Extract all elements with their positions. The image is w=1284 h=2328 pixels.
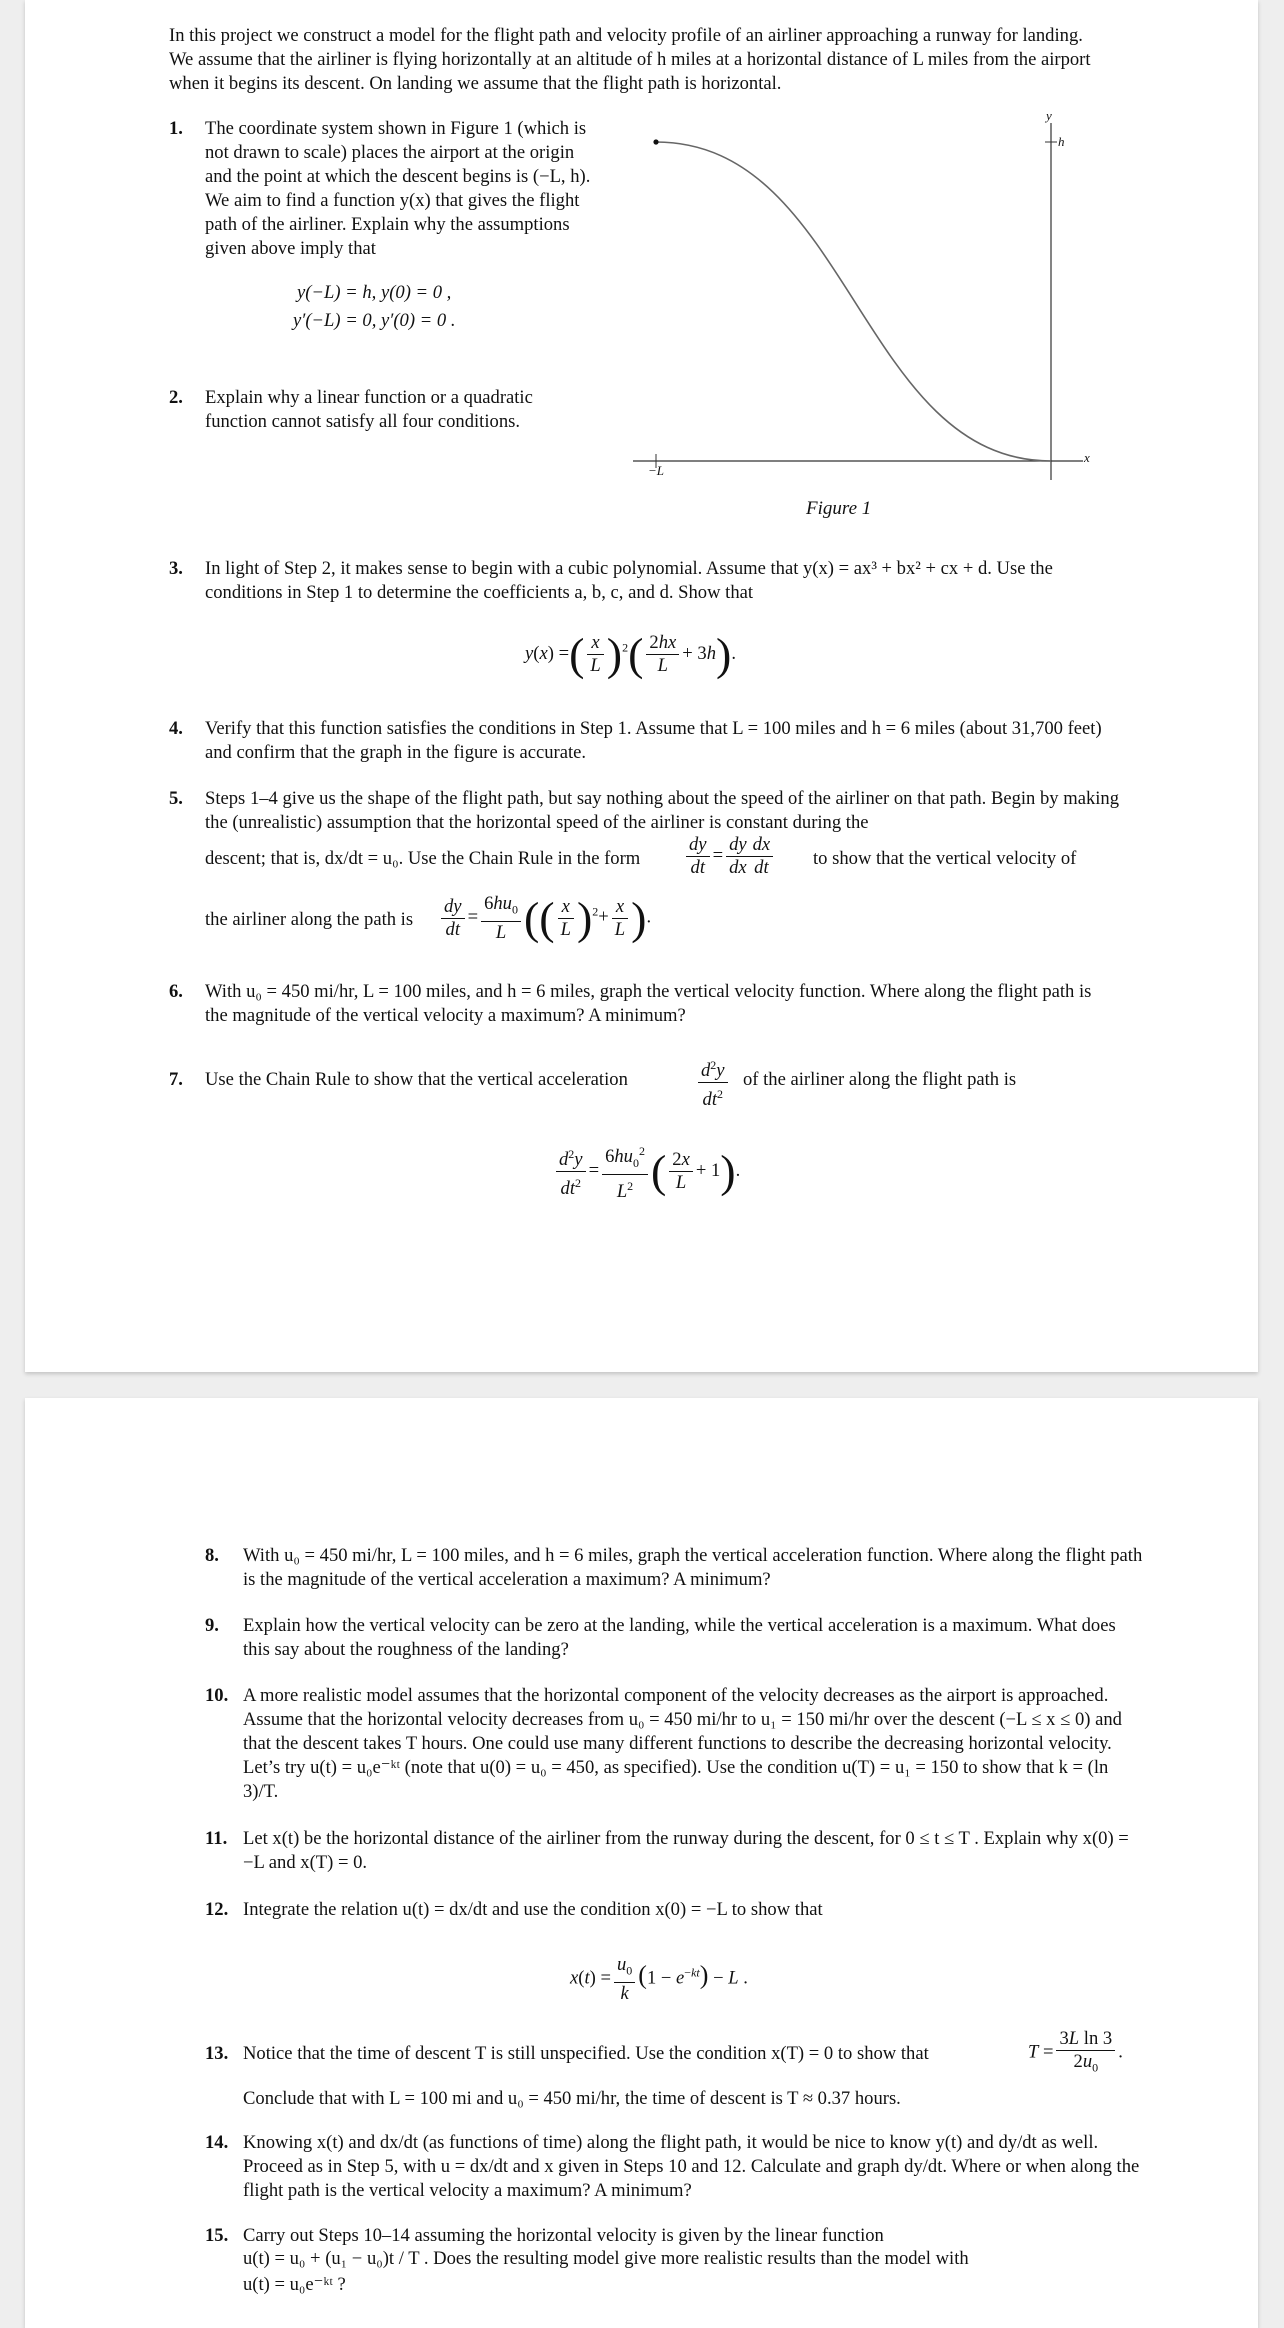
neg-L-label: −L [648,463,665,478]
page-1 [25,0,1258,1372]
step-1-equation-line-2: y′(−L) = 0, y′(0) = 0 . [293,310,456,331]
step-10-number: 10. [205,1685,229,1706]
step-3-number: 3. [169,558,183,579]
h-label: h [1058,134,1065,149]
step-3-text: In light of Step 2, it makes sense to begin with a cubic polynomial. Assume that y(x) = ax³ + bx² + cx + d. Use the conditions in Step 1 to determine the coefficients a, b, c, and d. Show that [205,558,1053,603]
step-12-number: 12. [205,1899,229,1920]
step-15-text-a: Carry out Steps 10–14 assuming the horizontal velocity is given by the linear function [243,2225,884,2246]
step-14-text: Knowing x(t) and dx/dt (as functions of time) along the flight path, it would be nice to know y(t) and dy/dt as well. Proceed as in Step 5, with u = dx/dt and x given in Steps 10 and 12. Calculate and graph dy/dt. Where or when along the flight path is the vertical velocity a maximum? A minimum? [243,2132,1140,2201]
step-12-text: Integrate the relation u(t) = dx/dt and use the condition x(0) = −L to show that [243,1899,823,1920]
step-6-number: 6. [169,981,183,1002]
step-5-text-b: descent; that is, dx/dt = u₀. Use the Chain Rule in the form [205,848,641,869]
step-8-number: 8. [205,1545,219,1566]
flight-path-curve [656,142,1051,461]
step-6-text: With u₀ = 450 mi/hr, L = 100 miles, and h = 6 miles, graph the vertical velocity function. Where along the flight path is the magnitude of the vertical velocity a maximum? A minimum? [205,981,1092,1026]
step-11-text: Let x(t) be the horizontal distance of the airliner from the runway during the descent, for 0 ≤ t ≤ T . Explain why x(0) = −L and x(T) = 0. [243,1828,1129,1873]
step-15-text-b: u(t) = u₀ + (u₁ − u₀)t / T . Does the resulting model give more realistic results than the model with [243,2248,969,2269]
step-13-text-a: Notice that the time of descent T is still unspecified. Use the condition x(T) = 0 to show that [243,2043,929,2064]
step-9-text: Explain how the vertical velocity can be zero at the landing, while the vertical acceleration is a maximum. What does this say about the roughness of the landing? [243,1615,1116,1660]
step-3-cubic-formula: y(x) =( $\frac{x}{L}$ )$^2$( $\frac{2hx}{L}$ + 3h). [525,628,736,680]
step-7-text-b: of the airliner along the flight path is [743,1069,1017,1090]
step-11-number: 11. [205,1828,228,1849]
step-10-text: A more realistic model assumes that the horizontal component of the velocity decreases as the airport is approached. Assume that the horizontal velocity decreases from u₀ = 450 mi/hr to u₁ = 150 mi/hr over the descent (−L ≤ x ≤ 0) and that the descent takes T hours. One could use many different functions to describe the decreasing horizontal velocity. Let’s try u(t) = u₀e⁻ᵏᵗ (note that u(0) = u₀ = 450, as specified). Use the condition u(T) = u₁ = 150 to show that k = (ln 3)/T. [243,1685,1122,1802]
step-4-number: 4. [169,718,183,739]
page-2 [25,1398,1258,2328]
step-7-acceleration-symbol: $\frac{d^2y}{dt^2}$ [695,1054,731,1111]
figure-1-flight-path-graph [610,108,1110,488]
step-15-text-c: u(t) = u₀e⁻ᵏᵗ ? [243,2274,346,2295]
step-13-number: 13. [205,2043,229,2064]
step-13-descent-time-formula: T = $\frac{\text{3L ln 3}}{2u_0}$ . [1028,2028,1123,2075]
step-2-text: Explain why a linear function or a quadratic function cannot satisfy all four conditions. [205,387,533,432]
descent-start-point [653,139,658,144]
step-7-text-a: Use the Chain Rule to show that the vertical acceleration [205,1069,628,1090]
step-5-chain-rule: $\frac{dy}{dt}$ = $\frac{dy}{dx}$ $\frac{dx}{dt}$ [683,834,776,879]
step-4-text: Verify that this function satisfies the conditions in Step 1. Assume that L = 100 miles and h = 6 miles (about 31,700 feet) and confirm that the graph in the figure is accurate. [205,718,1102,763]
step-5-text-c: to show that the vertical velocity of [813,848,1077,869]
step-7-acceleration-formula: $\frac{d^2y}{dt^2}$ = $\frac{6hu_0^2}{L^2}$ ( $\frac{2x}{L}$ + 1). [553,1140,740,1203]
step-1-number: 1. [169,118,183,139]
step-5-text-d: the airliner along the path is [205,909,414,930]
step-5-vertical-velocity-formula: $\frac{dy}{dt}$ = $\frac{6hu_0}{L}$ (( $\frac{x}{L}$ )$^2$+ $\frac{x}{L}$ ). [438,893,651,944]
step-15-number: 15. [205,2225,229,2246]
step-5-number: 5. [169,788,183,809]
figure-caption: Figure 1 [806,498,872,519]
step-5-text-a: Steps 1–4 give us the shape of the flight path, but say nothing about the speed of the airliner on that path. Begin by making the (unrealistic) assumption that the horizontal speed of the airliner is constant during the [205,788,1120,833]
step-9-number: 9. [205,1615,219,1636]
step-1-text: The coordinate system shown in Figure 1 (which is not drawn to scale) places the airport at the origin and the point at which the descent begins is (−L, h). We aim to find a function y(x) that gives the flight path of the airliner. Explain why the assumptions given above imply that [205,118,591,259]
step-2-number: 2. [169,387,183,408]
x-axis-label: x [1084,450,1090,465]
step-14-number: 14. [205,2132,229,2153]
step-1-equation-line-1: y(−L) = h, y(0) = 0 , [297,282,452,303]
step-12-position-formula: x(t) = $\frac{u_0}{k}$ $(1 - e^{-kt}) - L$ . [570,1954,748,2004]
y-axis-label: y [1046,108,1052,123]
intro-paragraph: In this project we construct a model for the flight path and velocity profile of an airliner approaching a runway for landing. We assume that the airliner is flying horizontally at an altitude of h miles at a horizontal distance of L miles from the airport when it begins its descent. On landing we assume that the flight path is horizontal. [169,25,1091,94]
step-8-text: With u₀ = 450 mi/hr, L = 100 miles, and h = 6 miles, graph the vertical acceleration function. Where along the flight path is the magnitude of the vertical acceleration a maximum? A minimum? [243,1545,1143,1590]
step-13-text-b: Conclude that with L = 100 mi and u₀ = 450 mi/hr, the time of descent is T ≈ 0.37 hours. [243,2088,901,2109]
step-7-number: 7. [169,1069,183,1090]
